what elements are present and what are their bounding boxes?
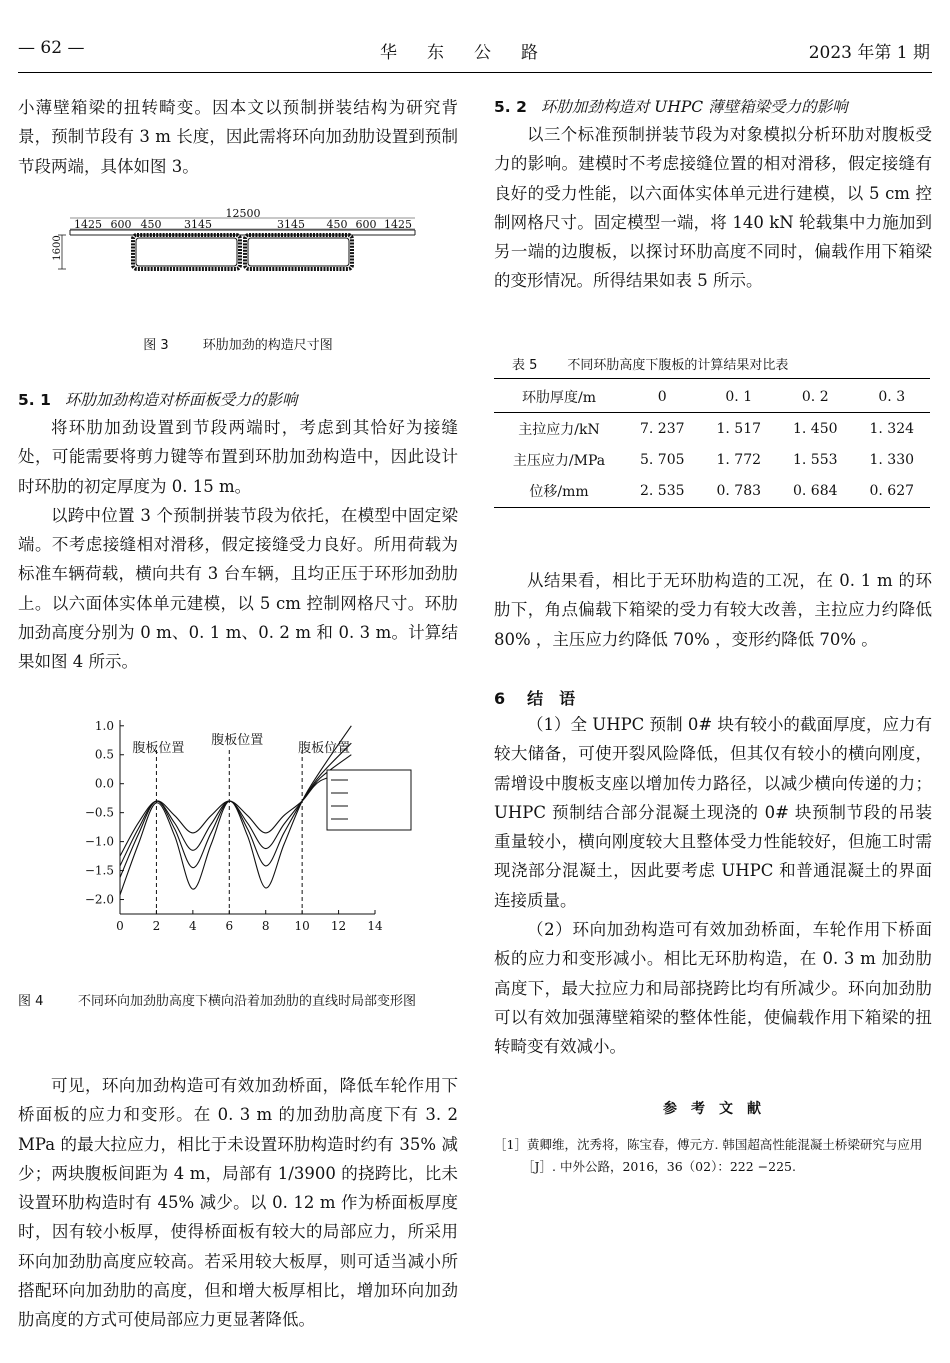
legend-frame: [327, 770, 411, 830]
table-bottom-rule: [494, 507, 930, 508]
box-cell-right-inner: [248, 238, 349, 266]
figure-4-number: 图 4: [18, 994, 44, 1009]
right-para-2: 从结果看，相比于无环肋构造的工况，在 0. 1 m 的环肋下，角点偏载下箱梁的受力有较大改善，主拉应力约降低 80% ，主压应力约降低 70% ，变形约降低 70% 。: [494, 571, 932, 649]
y-tick-label: −1.5: [84, 863, 114, 878]
x-tick-label: 8: [261, 919, 270, 933]
table-cell: 5. 705: [639, 451, 685, 468]
table-header-cell: 环肋厚度/m: [522, 389, 596, 406]
table-cell: 0. 684: [792, 482, 838, 499]
conclusion-2: （2）环向加劲构造可有效加劲桥面，车轮作用下桥面板的应力和变形减小。相比无环肋构造，在 0. 3 m 加劲肋高度下，最大拉应力和局部挠跨比均有所减少。环向加劲肋可以有效加强薄壁箱梁的整体性能，使偏载作用下箱梁的扭转畸变有效减小。: [494, 920, 932, 1057]
table-header-cell: 0: [657, 388, 667, 405]
box-cell-left-inner: [136, 238, 237, 266]
dim-450-right: 450: [326, 218, 348, 231]
web-position-label: 腹板位置: [211, 732, 264, 748]
x-tick-label: 4: [189, 919, 197, 933]
table-cell: 位移/mm: [529, 483, 589, 500]
table-5-title: 不同环肋高度下腹板的计算结果对比表: [567, 358, 789, 373]
x-tick-label: 0: [116, 919, 124, 933]
references-heading: 参 考 文 献: [663, 1101, 761, 1117]
section-5-1-heading: [18, 388, 297, 410]
dim-600-left: 600: [110, 218, 132, 231]
y-tick-label: −0.5: [84, 805, 114, 820]
table-5-number: 表 5: [512, 358, 538, 373]
figure-4-title: 不同环向加劲肋高度下横向沿着加劲肋的直线时局部变形图: [78, 994, 417, 1009]
table-cell: 7. 237: [639, 420, 685, 437]
table-top-rule: [494, 378, 930, 379]
page-number: — 62 —: [18, 38, 85, 58]
y-tick-label: 1.0: [94, 718, 114, 733]
running-header: [18, 38, 930, 68]
figure-3-drawing: [52, 207, 425, 280]
figure-4-chart: [75, 712, 425, 942]
right-conclusions: [494, 710, 932, 1062]
series-line-0-2-m: [120, 755, 351, 866]
dim-height: 1600: [52, 235, 63, 261]
x-tick-label: 12: [330, 919, 347, 933]
box-cell-left: [133, 235, 240, 269]
table-header-cell: 0. 1: [725, 388, 753, 405]
section-5-1-number: 5. 1: [18, 391, 51, 409]
dim-total: 12500: [225, 207, 261, 220]
table-cell: 1. 553: [792, 451, 838, 468]
header-rule: [18, 72, 932, 73]
x-tick-label: 6: [225, 919, 234, 933]
x-tick-label: 2: [152, 919, 161, 933]
dim-3145-left: 3145: [184, 218, 212, 231]
figure-3-caption: [18, 334, 458, 353]
table-row: [494, 444, 930, 475]
series-line-0-3-m: [120, 772, 351, 856]
left-para-1: 小薄壁箱梁的扭转畸变。因本文以预制拼装结构为研究背景，预制节段有 3 m 长度，因此需将环向加劲肋设置到预制节段两端，具体如图 3。: [18, 98, 458, 176]
dim-1425-left: 1425: [74, 218, 102, 231]
journal-name: 华东公路: [380, 43, 568, 63]
section-6-heading: [494, 686, 575, 709]
section-5-2-number: 5. 2: [494, 98, 527, 116]
figure-3-number: 图 3: [143, 338, 169, 353]
left-para-2: 将环肋加劲设置到节段两端时，考虑到其恰好为接缝处，可能需要将剪力键等布置到环肋加劲构造中，因此设计时环肋的初定厚度为 0. 15 m。 以跨中位置 3 个预制拼装节段为依托，在模型中固定梁端。不考虑接缝相对滑移，假定接缝受力良好。所用荷载为标准车辆荷载，横向共有 3 台车辆，且均正压于环形加劲肋上。以六面体实体单元建模，以 5 cm 控制网格尺寸。环肋加劲高度分别为 0 m、0. 1 m、0. 2 m 和 0. 3 m。计算结果如图 4 所示。: [18, 413, 458, 677]
table-cell: 2. 535: [639, 482, 685, 499]
table-cell: 1. 450: [792, 420, 838, 437]
table-cell: 0. 783: [716, 482, 762, 499]
table-5: [494, 381, 930, 506]
web-position-label: 腹板位置: [298, 740, 351, 756]
box-cell-right: [245, 235, 352, 269]
section-5-2-heading: [494, 95, 848, 117]
table-cell: 1. 517: [716, 420, 762, 437]
figure-3-title: 环肋加劲的构造尺寸图: [202, 338, 333, 353]
web-position-label: 腹板位置: [132, 740, 185, 756]
reference-1: ［1］黄卿维，沈秀将，陈宝春，傅元方. 韩国超高性能混凝土桥梁研究与应用［J］. 中外公路，2016，36（02）：222 −225.: [494, 1137, 923, 1174]
conclusion-1: （1）全 UHPC 预制 0# 块有较小的截面厚度，应力有较大储备，可使开裂风险降低，但其仅有较小的横向刚度，需增设中腹板支座以增加传力路径，以减少横向传递的力；UHPC 预制结合部分混凝土现浇的 0# 块预制节段的吊装重量较小，横向刚度较大且整体受力性能较好，但施工时需现浇部分混凝土，因此要考虑 UHPC 和普通混凝土的界面连接质量。: [494, 715, 932, 910]
y-tick-label: 0.0: [94, 776, 114, 791]
chart-legend-box: [327, 770, 411, 830]
left-para-3: 以跨中位置 3 个预制拼装节段为依托，在模型中固定梁端。不考虑接缝相对滑移，假定接缝受力良好。所用荷载为标准车辆荷载，横向共有 3 台车辆，且均正压于环形加劲肋上。以六面体实体单元建模，以 5 cm 控制网格尺寸。环肋加劲高度分别为 0 m、0. 1 m、0. 2 m 和 0. 3 m。计算结果如图 4 所示。: [18, 505, 458, 672]
table-5-caption: [512, 354, 788, 373]
dim-1425-right: 1425: [384, 218, 412, 231]
dim-450-left: 450: [140, 218, 162, 231]
section-6-title: 结 语: [527, 689, 576, 708]
table-header-cell: 0. 3: [878, 388, 906, 405]
table-cell: 0. 627: [869, 482, 915, 499]
section-6-number: 6: [494, 689, 506, 708]
table-cell: 1. 324: [869, 420, 915, 437]
series-line-0-1-m: [120, 743, 351, 877]
y-tick-label: −2.0: [84, 892, 114, 907]
table-row: [494, 413, 930, 445]
section-5-2-title: 环肋加劲构造对 UHPC 薄壁箱梁受力的影响: [540, 98, 848, 116]
y-tick-label: −1.0: [84, 834, 114, 849]
table-cell: 主拉应力/kN: [518, 421, 600, 438]
right-para-1: 以三个标准预制拼装节段为对象模拟分析环肋对腹板受力的影响。建模时不考虑接缝位置的相对滑移，假定接缝有良好的受力性能，以六面体实体单元进行建模，以 5 cm 控制网格尺寸。固定模型一端，将 140 kN 轮载集中力施加到另一端的边腹板，以探讨环肋高度不同时，偏载作用下箱梁的变形情况。所得结果如表 5 所示。: [494, 125, 932, 291]
x-tick-label: 10: [294, 919, 310, 933]
table-header-row: [494, 381, 930, 413]
table-header-cell: 0. 2: [801, 388, 829, 405]
figure-4-caption: [18, 991, 458, 1013]
table-cell: 主压应力/MPa: [512, 452, 606, 469]
x-tick-label: 14: [367, 919, 383, 933]
issue-label: 2023 年第 1 期: [808, 43, 930, 63]
left-para-4: 可见，环向加劲构造可有效加劲桥面，降低车轮作用下桥面板的应力和变形。在 0. 3 m 的加劲肋高度下有 3. 2 MPa 的最大拉应力，相比于未设置环肋构造时约有 35% 减少；两块腹板间距为 4 m，局部有 1/3900 的挠跨比，比未设置环肋构造时有 45% 减少。以 0. 12 m 作为桥面板厚度时，因有较小板厚，使得桥面板有较大的局部应力，所采用环向加劲肋高度应较高。若采用较大板厚，则可适当减小所搭配环向加劲肋的高度，但和增大板厚相比，增加环向加劲肋高度的方式可使局部应力更显著降低。: [18, 1076, 458, 1330]
table-cell: 1. 772: [716, 451, 762, 468]
dim-3145-right: 3145: [277, 218, 305, 231]
y-tick-label: 0.5: [94, 747, 114, 762]
dim-600-right: 600: [355, 218, 377, 231]
table-cell: 1. 330: [869, 451, 915, 468]
table-row: [494, 475, 930, 506]
section-5-1-title: 环肋加劲构造对桥面板受力的影响: [64, 391, 298, 409]
